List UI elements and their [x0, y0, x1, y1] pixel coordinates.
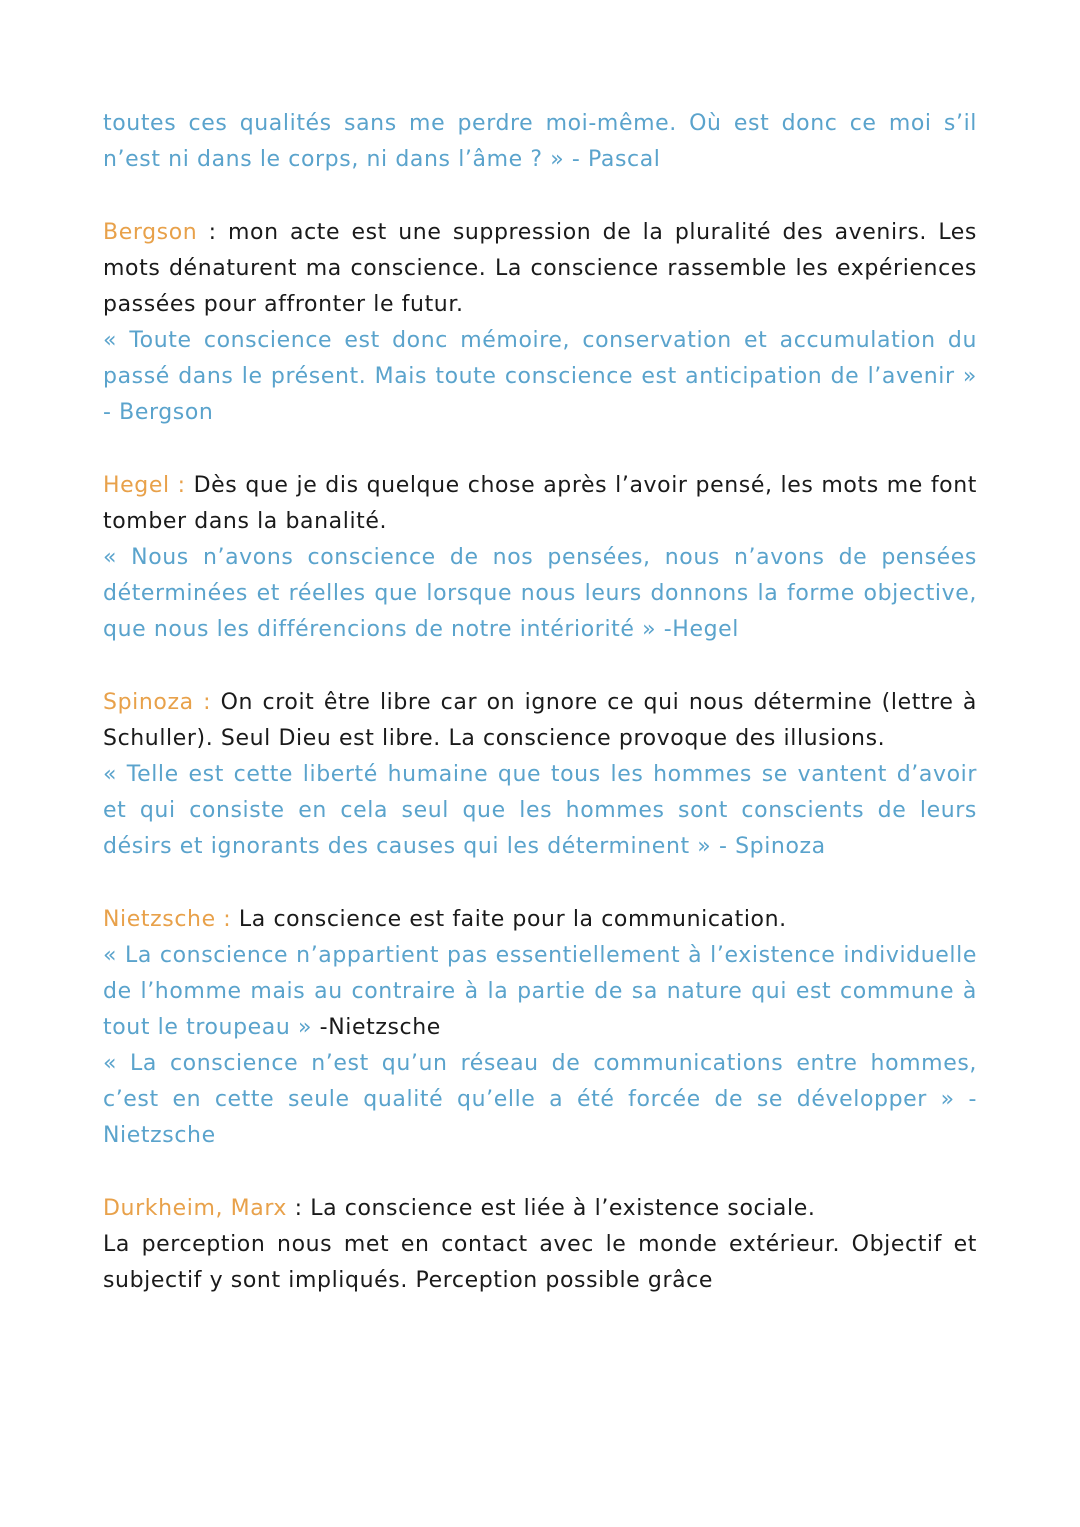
- bergson-note: [103, 215, 977, 323]
- spacer: [103, 865, 977, 902]
- nietzsche-note-text: La conscience est faite pour la communication.: [238, 907, 787, 932]
- bergson-note-text: mon acte est une suppression de la pluralité des avenirs. Les mots dénaturent ma conscience. La conscience rassemble les expériences passées pour affronter le futur.: [103, 220, 977, 317]
- spacer: [103, 431, 977, 468]
- nietzsche-quote-1: [103, 938, 977, 1046]
- spacer: [103, 1154, 977, 1191]
- spinoza-note-text: On croit être libre car on ignore ce qui nous détermine (lettre à Schuller). Seul Dieu est libre. La conscience provoque des illusions.: [103, 690, 977, 751]
- nietzsche-note: [103, 902, 977, 938]
- notes-page: [103, 106, 977, 1299]
- durkheim-note: [103, 1191, 977, 1227]
- nietzsche-name: Nietzsche: [103, 907, 216, 932]
- pascal-quote: toutes ces qualités sans me perdre moi-même. Où est donc ce moi s’il n’est ni dans le corps, ni dans l’âme ? » - Pascal: [103, 111, 977, 172]
- durkheim-name: Durkheim, Marx: [103, 1196, 288, 1221]
- nietzsche-quote-2: « La conscience n’est qu’un réseau de communications entre hommes, c’est en cette seule qualité qu’elle a été forcée de se développer » - Nietzsche: [103, 1051, 977, 1148]
- spinoza-name: Spinoza: [103, 690, 194, 715]
- durkheim-note-text: La conscience est liée à l’existence sociale.: [310, 1196, 816, 1221]
- hegel-note-text: Dès que je dis quelque chose après l’avoir pensé, les mots me font tomber dans la banalité.: [103, 473, 977, 534]
- nietzsche-sep: :: [215, 907, 239, 932]
- hegel-note: [103, 468, 977, 540]
- spinoza-sep: :: [193, 690, 221, 715]
- hegel-sep: :: [169, 473, 194, 498]
- nietzsche-quote-1-text: « La conscience n’appartient pas essentiellement à l’existence individuelle de l’homme mais au contraire à la partie de sa nature qui est commune à tout le troupeau »: [103, 943, 977, 1040]
- durkheim-sep: :: [287, 1196, 311, 1221]
- bergson-sep: :: [197, 220, 229, 245]
- hegel-quote: « Nous n’avons conscience de nos pensées, nous n’avons de pensées déterminées et réelles que lorsque nous leurs donnons la forme objective, que nous les différencions de notre intériorité » -Hegel: [103, 545, 977, 642]
- nietzsche-quote-1-author: -Nietzsche: [312, 1015, 441, 1040]
- hegel-name: Hegel: [103, 473, 170, 498]
- spacer: [103, 648, 977, 685]
- perception-note: La perception nous met en contact avec le monde extérieur. Objectif et subjectif y sont impliqués. Perception possible grâce: [103, 1232, 977, 1293]
- spacer: [103, 178, 977, 215]
- spinoza-note: [103, 685, 977, 757]
- bergson-name: Bergson: [103, 220, 198, 245]
- spinoza-quote: « Telle est cette liberté humaine que tous les hommes se vantent d’avoir et qui consiste en cela seul que les hommes sont conscients de leurs désirs et ignorants des causes qui les déterminent » - Spinoza: [103, 762, 977, 859]
- bergson-quote: « Toute conscience est donc mémoire, conservation et accumulation du passé dans le présent. Mais toute conscience est anticipation de l’avenir » - Bergson: [103, 328, 977, 425]
